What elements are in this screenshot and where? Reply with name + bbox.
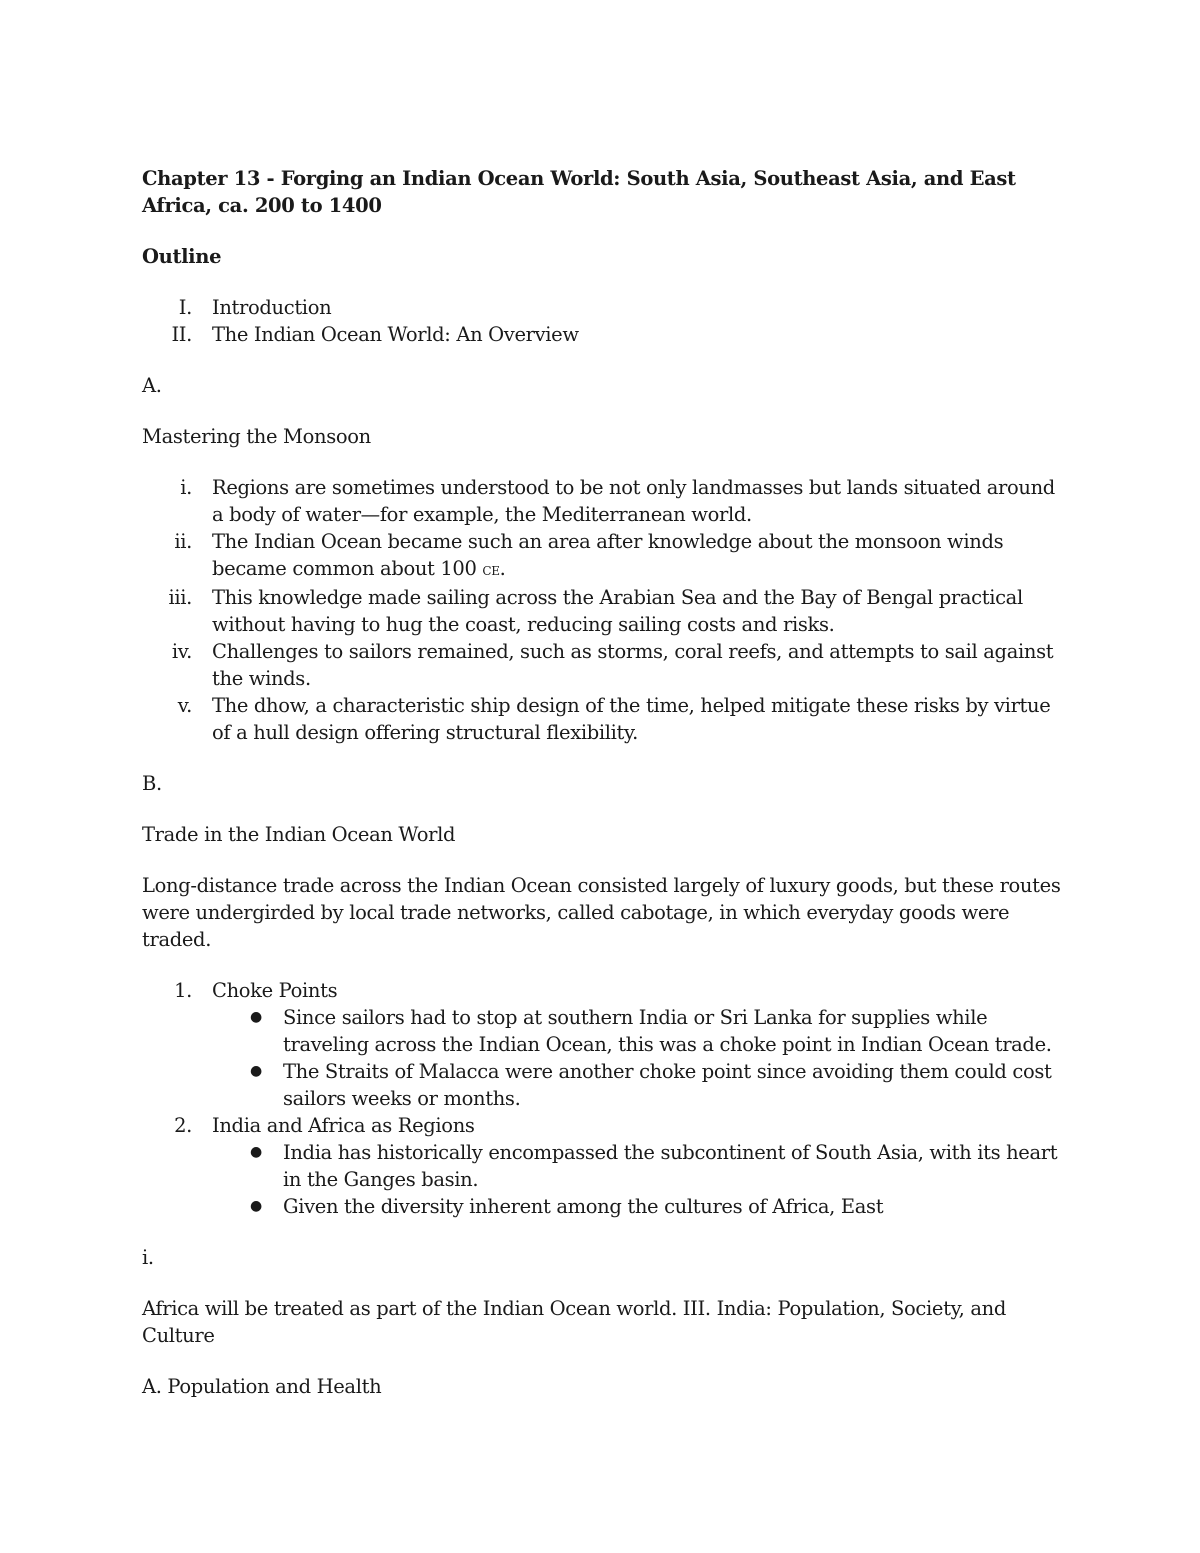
- chapter-title: Chapter 13 - Forging an Indian Ocean World: South Asia, Southeast Asia, and East Africa, ca. 200 to 1400: [142, 167, 1016, 217]
- section-b-item: [142, 977, 1062, 1112]
- outline-item: [142, 294, 1062, 321]
- section-b-heading: Trade in the Indian Ocean World: [142, 823, 456, 846]
- outline-list: [142, 294, 1062, 348]
- section-a-marker: A.: [142, 374, 162, 397]
- section-b-marker: B.: [142, 772, 162, 795]
- item-text: Challenges to sailors remained, such as storms, coral reefs, and attempts to sail against the winds.: [212, 640, 1054, 690]
- bullet-icon: ●: [250, 1144, 262, 1160]
- section-a-item: [142, 638, 1062, 692]
- section-b-item: [142, 1112, 1062, 1220]
- section-b-paragraph: Long-distance trade across the Indian Ocean consisted largely of luxury goods, but these routes were undergirded by local trade networks, called cabotage, in which everyday goods were traded.: [142, 874, 1061, 951]
- item-text: This knowledge made sailing across the Arabian Sea and the Bay of Bengal practical without having to hug the coast, reducing sailing costs and risks.: [212, 586, 1023, 636]
- bullet-item: [142, 1004, 1062, 1058]
- item-text: Choke Points: [212, 979, 338, 1002]
- section-a-item: [142, 474, 1062, 528]
- document-body: [142, 165, 1062, 1400]
- item-marker: i.: [180, 476, 192, 499]
- outline-item: [142, 321, 1062, 348]
- bullet-list: [212, 1004, 1062, 1112]
- section-b-list: [142, 977, 1062, 1220]
- item-marker: v.: [177, 694, 192, 717]
- item-text: India and Africa as Regions: [212, 1114, 475, 1137]
- bullet-text: The Straits of Malacca were another choke point since avoiding them could cost sailors weeks or months.: [283, 1060, 1052, 1110]
- item-marker: ii.: [174, 530, 192, 553]
- item-marker: 1.: [174, 979, 192, 1002]
- bullet-text: India has historically encompassed the subcontinent of South Asia, with its heart in the Ganges basin.: [283, 1141, 1058, 1191]
- item-marker: 2.: [174, 1114, 192, 1137]
- item-text: The Indian Ocean became such an area after knowledge about the monsoon winds became common about 100: [212, 530, 1004, 580]
- tail-marker: i.: [142, 1246, 154, 1269]
- item-marker: iii.: [168, 586, 192, 609]
- outline-item-text: Introduction: [212, 296, 332, 319]
- tail-paragraph: Africa will be treated as part of the Indian Ocean world. III. India: Population, Society, and Culture: [142, 1297, 1006, 1347]
- bullet-icon: ●: [250, 1009, 262, 1025]
- item-text-end: .: [499, 557, 506, 580]
- bullet-icon: ●: [250, 1198, 262, 1214]
- item-text: The dhow, a characteristic ship design of the time, helped mitigate these risks by virtue of a hull design offering structural flexibility.: [212, 694, 1051, 744]
- bullet-item: [142, 1139, 1062, 1193]
- bullet-icon: ●: [250, 1063, 262, 1079]
- bullet-text: Since sailors had to stop at southern India or Sri Lanka for supplies while traveling across the Indian Ocean, this was a choke point in Indian Ocean trade.: [283, 1006, 1052, 1056]
- section-a-item: [142, 584, 1062, 638]
- section-a-item: [142, 528, 1062, 584]
- section-a-list: [142, 474, 1062, 746]
- era-suffix: ce: [482, 560, 500, 580]
- bullet-text: Given the diversity inherent among the cultures of Africa, East: [283, 1195, 884, 1218]
- outline-heading: Outline: [142, 245, 222, 268]
- outline-item-marker: II.: [171, 323, 192, 346]
- section-a-heading: Mastering the Monsoon: [142, 425, 371, 448]
- outline-item-marker: I.: [178, 296, 192, 319]
- bullet-item: [142, 1193, 1062, 1220]
- bullet-item: [142, 1058, 1062, 1112]
- outline-item-text: The Indian Ocean World: An Overview: [212, 323, 579, 346]
- final-heading: A. Population and Health: [142, 1375, 382, 1398]
- item-marker: iv.: [171, 640, 192, 663]
- bullet-list: [212, 1139, 1062, 1220]
- section-a-item: [142, 692, 1062, 746]
- item-text: Regions are sometimes understood to be not only landmasses but lands situated around a body of water—for example, the Mediterranean world.: [212, 476, 1055, 526]
